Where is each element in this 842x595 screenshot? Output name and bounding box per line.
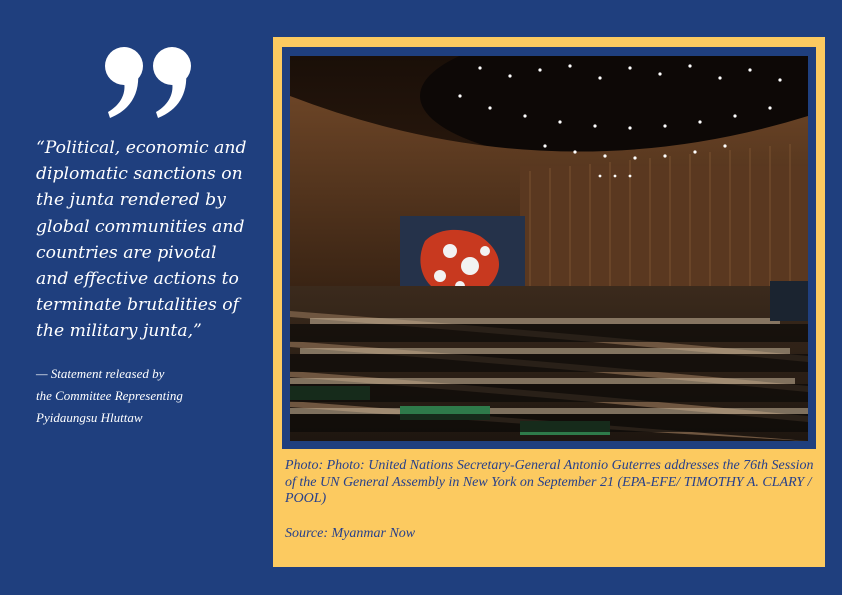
quote-line: diplomatic sanctions on — [36, 164, 243, 185]
quote-line: and effective actions to — [36, 269, 239, 290]
quote-line: terminate brutalities of — [36, 295, 239, 316]
attribution-line: Pyidaungsu Hluttaw — [36, 410, 143, 426]
quote-line: the junta rendered by — [36, 190, 226, 211]
attribution-line: — Statement released by — [36, 366, 165, 381]
photo-source: Source: Myanmar Now — [285, 526, 416, 541]
quote-attribution — [36, 363, 261, 430]
quotation-mark-icon — [100, 42, 200, 122]
assembly-hall-photo — [290, 56, 808, 441]
quote-line: the military junta,” — [36, 321, 202, 342]
photo-frame — [282, 47, 816, 449]
quote-line: countries are pivotal — [36, 242, 217, 263]
quote-line: “Political, economic and — [36, 138, 247, 158]
pull-quote — [36, 135, 261, 345]
photo-panel — [273, 37, 825, 567]
attribution-line: the Committee Representing — [36, 388, 183, 404]
photo-caption: Photo: Photo: United Nations Secretary-General Antonio Guterres addresses the 76th Session of the UN General Assembly in New York on September 21 (EPA-EFE/ TIMOTHY A. CLARY / POOL) — [285, 458, 814, 506]
quote-line: global communities and — [36, 216, 245, 237]
